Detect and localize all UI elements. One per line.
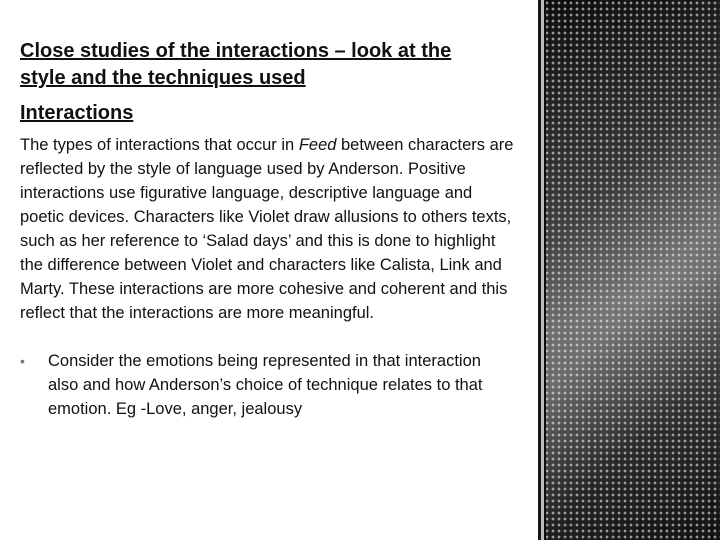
decorative-shine	[546, 0, 720, 540]
bullet-item	[20, 349, 513, 421]
italic-title: Feed	[298, 136, 337, 154]
paragraph-part-2: between characters are reflected by the style of language used by Anderson. Positive interactions use figurative language, descriptive language and poetic devices. Characters like Violet draw allusions to others texts, such as her reference to ‘Salad days’ and this is done to highlight the difference between Violet and characters like Calista, Link and Marty. These interactions are more cohesive and coherent and this reflect that the interactions are more meaningful.	[20, 136, 514, 322]
slide-title-line-1: Close studies of the interactions – look at the	[20, 40, 452, 62]
slide-content	[20, 38, 520, 421]
bullet-text: Consider the emotions being represented in that interaction also and how Anderson’s choice of technique relates to that emotion. Eg -Love, anger, jealousy	[48, 352, 483, 418]
slide-title-line-2: style and the techniques used	[20, 67, 306, 89]
bullet-marker: •	[20, 353, 25, 369]
body-paragraph	[20, 133, 520, 325]
section-heading: Interactions	[20, 102, 134, 124]
slide-title	[20, 38, 520, 92]
paragraph-part-1: The types of interactions that occur in	[20, 136, 299, 154]
